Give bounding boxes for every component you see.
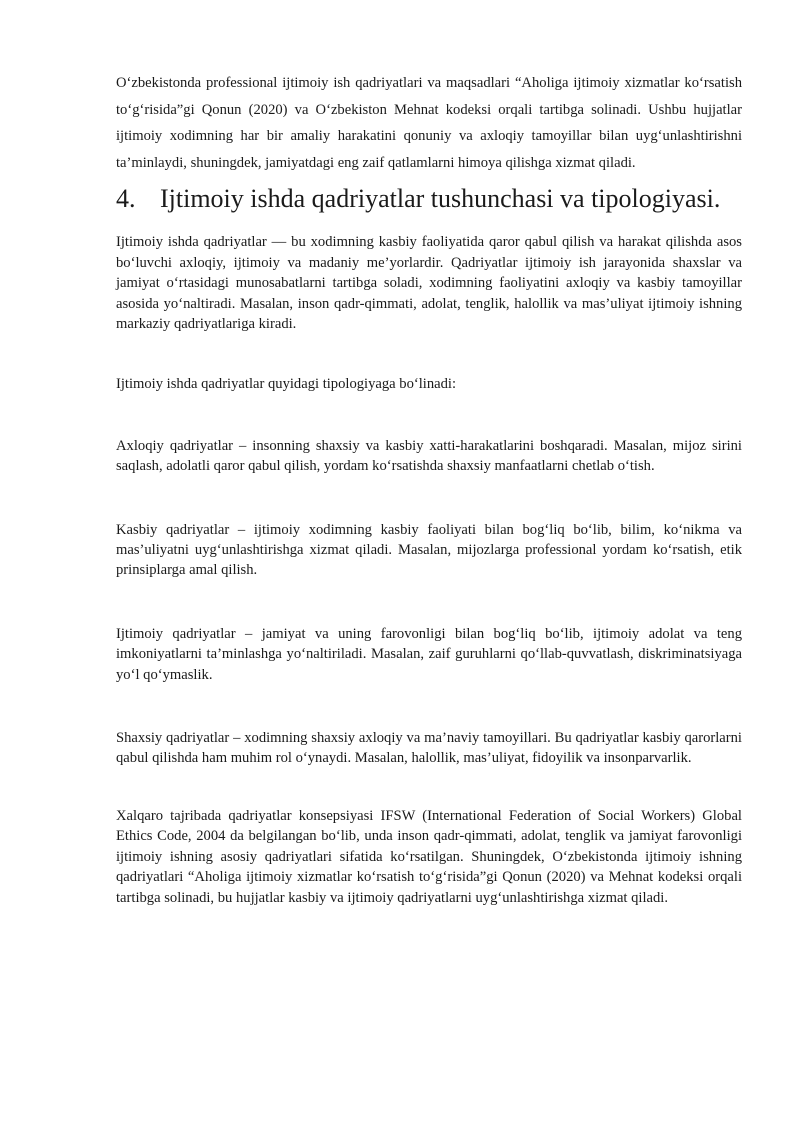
social-values-paragraph: Ijtimoiy qadriyatlar – jamiyat va uning farovonligi bilan bog‘liq bo‘lib, ijtimoiy adolat va teng imkoniyatlarni ta’minlashga yo‘naltiriladi. Masalan, zaif guruhlarni qo‘llab-quvvatlash, diskriminatsiyaga yo‘l qo‘ymaslik. xyxy=(116,625,742,683)
intro-paragraph: O‘zbekistonda professional ijtimoiy ish qadriyatlari va maqsadlari “Aholiga ijtimoiy xizmatlar ko‘rsatish to‘g‘risida”gi Qonun (2020) va O‘zbekiston Mehnat kodeksi orqali tartibga solinadi. Ushbu hujjatlar ijtimoiy xodimning har bir amaliy harakatini qonuniy va axloqiy tamoyillar bilan uyg‘unlashtirishni ta’minlaydi, shuningdek, jamiyatdagi eng zaif qatlamlarni himoya qilishga xizmat qiladi. xyxy=(116,75,742,171)
section-number: 4. xyxy=(116,184,136,214)
typology-lead-paragraph: Ijtimoiy ishda qadriyatlar quyidagi tipologiyaga bo‘linadi: xyxy=(116,376,457,393)
document-page xyxy=(116,70,742,908)
personal-values-paragraph: Shaxsiy qadriyatlar – xodimning shaxsiy axloqiy va ma’naviy tamoyillari. Bu qadriyatlar kasbiy qarorlarni qabul qilishda ham muhim rol o‘ynaydi. Masalan, halollik, mas’uliyat, fidoyilik va insonparvarlik. xyxy=(116,730,742,767)
section-heading xyxy=(116,182,742,216)
professional-values-paragraph: Kasbiy qadriyatlar – ijtimoiy xodimning kasbiy faoliyati bilan bog‘liq bo‘lib, bilim, ko‘nikma va mas’uliyatni uyg‘unlashtirishga xizmat qiladi. Masalan, mijozlarga professional yordam ko‘rsatish, etik prinsiplarga amal qilish. xyxy=(116,521,742,579)
ethical-values-paragraph: Axloqiy qadriyatlar – insonning shaxsiy va kasbiy xatti-harakatlarini boshqaradi. Masalan, mijoz sirini saqlash, adolatli qaror qabul qilish, yordam ko‘rsatishda shaxsiy manfaatlarni chetlab o‘tish. xyxy=(116,437,742,475)
section-title: Ijtimoiy ishda qadriyatlar tushunchasi va tipologiyasi. xyxy=(160,184,721,214)
international-practice-paragraph: Xalqaro tajribada qadriyatlar konsepsiyasi IFSW (International Federation of Social Workers) Global Ethics Code, 2004 da belgilangan bo‘lib, unda inson qadr-qimmati, adolat, tenglik va jamiyat farovonligi ijtimoiy ishning asosiy qadriyatlari sifatida ko‘rsatilgan. Shuningdek, O‘zbekistonda ijtimoiy ishning qadriyatlari “Aholiga ijtimoiy xizmatlar ko‘rsatish to‘g‘risida”gi Qonun (2020) va Mehnat kodeksi orqali tartibga solinadi, bu hujjatlar kasbiy va ijtimoiy qadriyatlarni uyg‘unlashtirishga xizmat qiladi. xyxy=(116,807,742,906)
definition-paragraph: Ijtimoiy ishda qadriyatlar — bu xodimning kasbiy faoliyatida qaror qabul qilish va harakat qilishda asos bo‘luvchi axloqiy, ijtimoiy va madaniy me’yorlardir. Qadriyatlar ijtimoiy ish jarayonida shaxslar va jamiyat o‘rtasidagi munosabatlarni tartibga soladi, xodimning faoliyatini axloqiy va kasbiy tamoyillar asosida yo‘naltiradi. Masalan, inson qadr-qimmati, adolat, tenglik, halollik va mas’uliyat ijtimoiy ishning markaziy qadriyatlariga kiradi. xyxy=(116,234,742,332)
